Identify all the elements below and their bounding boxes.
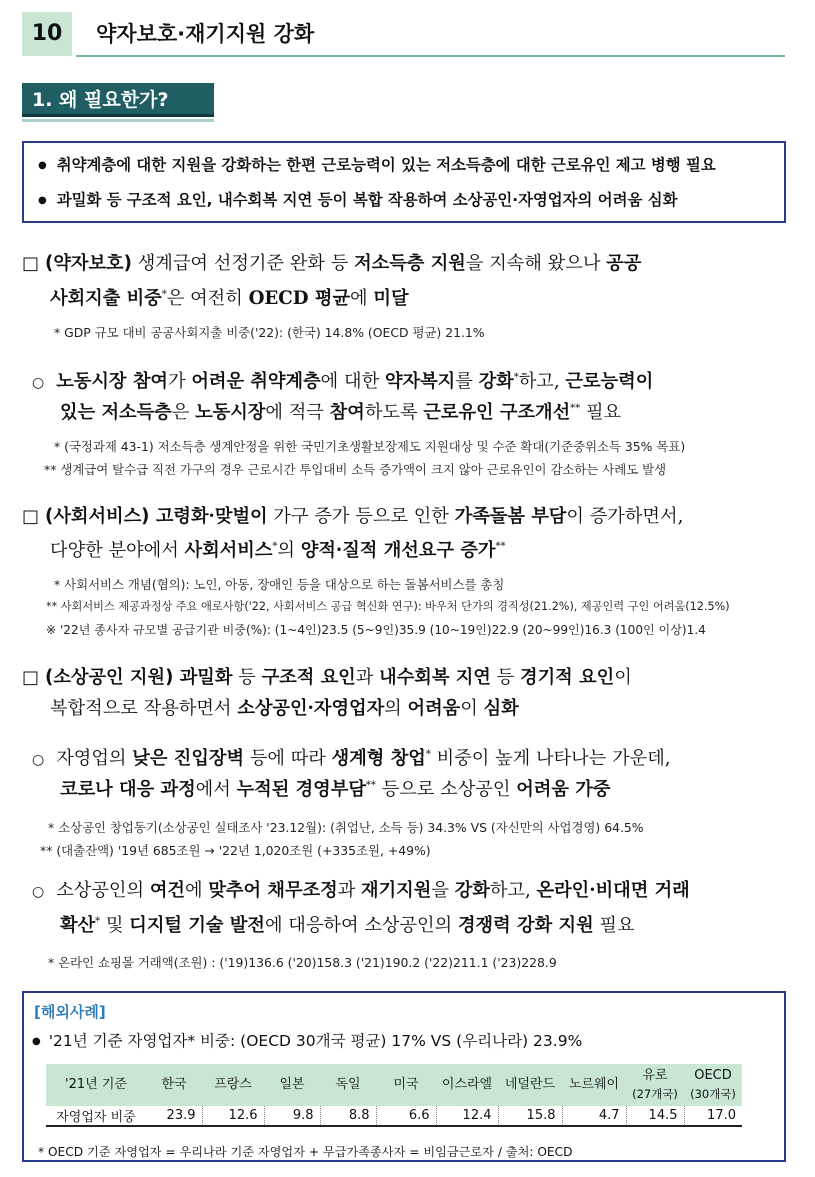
p1s-note2: ** 생계급여 탈수급 직전 가구의 경우 근로시간 투입대비 소득 증가액이 크지 않아 근로유인이 감소하는 사례도 발생 — [44, 462, 667, 477]
text-bold: 저소득층 지원 — [354, 253, 466, 274]
table-header-eu — [626, 1064, 684, 1106]
text-bold: 내수회복 지연 — [379, 667, 491, 688]
p3s1-line2 — [60, 774, 610, 802]
p1-tag: (약자보호) — [45, 253, 132, 274]
text-bold: 근로능력이 — [565, 371, 654, 393]
p3s1-note2: ** (대출잔액) '19년 685조원 → '22년 1,020조원 (+335조원, +49%) — [40, 843, 431, 858]
text: 자영업의 — [56, 748, 133, 770]
summary-box — [22, 141, 786, 223]
footnote-mark: ** — [365, 780, 376, 791]
overseas-note: * OECD 기준 자영업자 = 우리나라 기준 자영업자 + 무급가족종사자 = 비임금근로자 / 출처: OECD — [38, 1145, 573, 1159]
circle-bullet-icon: ○ — [32, 752, 45, 769]
text: 하도록 — [364, 402, 424, 424]
p3s1-note1: * 소상공인 창업동기(소상공인 실태조사 '23.12월): (취업난, 소득 등) 34.3% VS (자신만의 사업경영) 64.5% — [48, 820, 644, 835]
table-header-row — [46, 1064, 742, 1106]
p3s2-line1 — [32, 879, 690, 904]
text: '21년 기준 자영업자* 비중: (OECD 30개국 평균) 17% VS (우리나라) 23.9% — [48, 1032, 583, 1050]
text: 복합적으로 작용하면서 — [50, 698, 238, 719]
text-bold: 고령화·맞벌이 — [149, 506, 268, 527]
header-divider — [76, 55, 785, 57]
text-bold: 강화 — [454, 880, 490, 901]
table-row — [46, 1106, 742, 1126]
footnote-mark: * — [95, 916, 101, 927]
text: 이 — [614, 667, 632, 688]
text-bold: 있는 저소득층 — [60, 402, 172, 424]
text: 및 — [100, 915, 130, 937]
text: 에 대한 — [320, 371, 385, 393]
text: 등 — [232, 667, 262, 688]
text-bold: 근로유인 구조개선 — [423, 402, 571, 424]
table-cell: 14.5 — [626, 1106, 684, 1126]
text-bold: 확산 — [60, 915, 96, 937]
text: 등에 따라 — [244, 748, 332, 770]
text-bold: 강화 — [478, 371, 514, 393]
table-header: 노르웨이 — [562, 1064, 626, 1106]
p3s2-note: * 온라인 쇼핑몰 거래액(조원) : ('19)136.6 ('20)158.3 ('21)190.2 ('22)211.1 ('23)228.9 — [48, 955, 557, 970]
text-bold: 양적·질적 개선요구 증가 — [300, 540, 496, 562]
text: 의 — [277, 540, 301, 562]
text: 을 — [431, 880, 455, 901]
table-cell: 23.9 — [146, 1106, 202, 1126]
text-bold: 코로나 대응 과정 — [60, 779, 196, 801]
text-bold: OECD 평균 — [248, 288, 351, 310]
text-bold: 경기적 요인 — [520, 667, 615, 688]
text: 에 대응하여 소상공인의 — [264, 915, 458, 937]
p1s-note1: * (국정과제 43-1) 저소득층 생계안정을 위한 국민기초생활보장제도 지원대상 및 수준 확대(기준중위소득 35% 목표) — [54, 439, 686, 454]
text-bold: 공공 — [606, 253, 642, 274]
table-cell: 12.6 — [202, 1106, 264, 1126]
footnote-mark: ** — [570, 403, 581, 414]
text-bold: 경쟁력 강화 지원 — [457, 915, 594, 937]
circle-bullet-icon: ○ — [32, 375, 45, 392]
text: 가 — [167, 371, 192, 393]
table-cell: 17.0 — [684, 1106, 742, 1126]
overseas-summary — [32, 1029, 582, 1051]
p2-line2 — [50, 535, 505, 563]
p1-note: * GDP 규모 대비 공공사회지출 비중('22): (한국) 14.8% (OECD 평균) 21.1% — [54, 325, 485, 340]
self-employed-table — [46, 1064, 742, 1127]
text: 과 — [355, 667, 380, 688]
text: 등으로 소상공인 — [375, 779, 517, 801]
text: 다양한 분야에서 — [50, 540, 185, 562]
p3-tag: (소상공인 지원) — [45, 667, 174, 688]
square-bullet-icon: □ — [22, 506, 40, 527]
text: 은 — [171, 402, 196, 424]
text: 등 — [490, 667, 521, 688]
text-bold: 미달 — [373, 288, 409, 310]
p1-line1 — [22, 252, 641, 276]
summary-item: ● 과밀화 등 구조적 요인, 내수회복 지연 등이 복합 작용하여 소상공인·자영업자의 어려움 심화 — [38, 188, 677, 210]
footnote-mark: * — [425, 749, 431, 760]
overseas-title: [해외사례] — [34, 1003, 106, 1021]
table-header: 독일 — [320, 1064, 376, 1106]
table-header: 프랑스 — [202, 1064, 264, 1106]
text: 가구 증가 등으로 인한 — [267, 506, 455, 527]
text: OECD — [694, 1067, 732, 1083]
p2-note1: * 사회서비스 개념(협의): 노인, 아동, 장애인 등을 대상으로 하는 돌봄서비스를 총칭 — [54, 577, 505, 592]
text-bold: 사회지출 비중 — [50, 288, 162, 310]
text: 에서 — [195, 779, 237, 801]
text: 하고, — [489, 880, 537, 901]
text-bold: 소상공인·자영업자 — [237, 698, 385, 719]
text-bold: 디지털 기술 발전 — [129, 915, 265, 937]
text: 에 적극 — [265, 402, 330, 424]
footnote-mark: ** — [495, 541, 506, 552]
table-header-oecd — [684, 1064, 742, 1106]
p3-line2 — [50, 697, 519, 721]
row-label: 자영업자 비중 — [46, 1106, 146, 1126]
text: 을 지속해 왔으나 — [465, 253, 607, 274]
p2-line1 — [22, 505, 683, 529]
square-bullet-icon: □ — [22, 667, 40, 688]
text: 이 — [460, 698, 484, 719]
text: 이 증가하면서, — [566, 506, 684, 527]
text-bold: 심화 — [483, 698, 519, 719]
table-cell: 15.8 — [498, 1106, 562, 1126]
circle-bullet-icon: ○ — [32, 884, 45, 900]
text: 비중이 높게 나타나는 가운데, — [430, 748, 671, 770]
text-bold: 생계형 창업 — [331, 748, 426, 770]
text: 필요 — [580, 402, 622, 424]
text: 의 — [384, 698, 408, 719]
section-label: 1. 왜 필요한가? — [22, 83, 214, 117]
footnote-mark: * — [272, 541, 278, 552]
table-cell: 4.7 — [562, 1106, 626, 1126]
text-bold: 가족돌봄 부담 — [454, 506, 567, 527]
p3s1-line1 — [32, 743, 671, 772]
chapter-number: 10 — [22, 12, 72, 56]
table-header: 일본 — [264, 1064, 320, 1106]
text: 소상공인의 — [56, 880, 150, 901]
text-bold: 맞추어 채무조정 — [208, 880, 338, 901]
text: 과 — [337, 880, 362, 901]
p1s-line1 — [32, 366, 653, 395]
table-cell: 9.8 — [264, 1106, 320, 1126]
text-bold: 온라인·비대면 거래 — [536, 880, 690, 901]
table-header: 이스라엘 — [436, 1064, 498, 1106]
p2-note2: ** 사회서비스 제공과정상 주요 애로사항('22, 사회서비스 공급 혁신화 연구): 바우처 단가의 경직성(21.2%), 제공인력 구인 어려움(12.5%) — [46, 600, 730, 613]
text-bold: 재기지원 — [361, 880, 432, 901]
table-cell: 12.4 — [436, 1106, 498, 1126]
text-bold: 노동시장 — [195, 402, 266, 424]
text: 에 — [185, 880, 209, 901]
text-bold: 어려움 — [407, 698, 461, 719]
bullet-icon: ● — [32, 1036, 41, 1047]
p1s-line2 — [60, 397, 621, 425]
table-corner: '21년 기준 — [46, 1064, 146, 1106]
text: 를 — [455, 371, 479, 393]
table-cell: 8.8 — [320, 1106, 376, 1126]
p3s2-line2 — [60, 910, 635, 938]
p3-line1 — [22, 666, 632, 690]
text-bold: 과밀화 — [173, 667, 233, 688]
text-bold: 낮은 진입장벽 — [132, 748, 245, 770]
text-bold: 어려움 가중 — [516, 779, 611, 801]
table-header: 한국 — [146, 1064, 202, 1106]
footnote-mark: * — [513, 372, 519, 383]
text-bold: 참여 — [329, 402, 365, 424]
text: 에 — [350, 288, 374, 310]
section-underline — [22, 119, 214, 122]
text-bold: 어려운 취약계층 — [191, 371, 321, 393]
square-bullet-icon: □ — [22, 253, 40, 274]
p2-note3: ※ '22년 종사자 규모별 공급기관 비중(%): (1~4인)23.5 (5~9인)35.9 (10~19인)22.9 (20~99인)16.3 (100인 이상)1.4 — [46, 623, 706, 637]
text: (30개국) — [690, 1086, 736, 1101]
summary-item: ● 취약계층에 대한 지원을 강화하는 한편 근로능력이 있는 저소득층에 대한 근로유인 제고 병행 필요 — [38, 153, 716, 175]
text-bold: 누적된 경영부담 — [236, 779, 366, 801]
footnote-mark: * — [161, 289, 167, 300]
table-header: 미국 — [376, 1064, 436, 1106]
text-bold: 여건 — [149, 880, 185, 901]
text: 유로 — [642, 1067, 668, 1083]
p1-line2 — [50, 283, 409, 311]
chapter-title: 약자보호·재기지원 강화 — [96, 22, 315, 46]
table-header: 네덜란드 — [498, 1064, 562, 1106]
text-bold: 노동시장 참여 — [56, 371, 168, 393]
text: 생계급여 선정기준 완화 등 — [131, 253, 355, 274]
table-cell: 6.6 — [376, 1106, 436, 1126]
text-bold: 구조적 요인 — [261, 667, 356, 688]
overseas-case-box — [22, 991, 786, 1162]
p2-tag: (사회서비스) — [45, 506, 150, 527]
text: (27개국) — [632, 1086, 678, 1101]
text: 은 여전히 — [166, 288, 249, 310]
text-bold: 사회서비스 — [184, 540, 273, 562]
text: 하고, — [518, 371, 566, 393]
text: 필요 — [593, 915, 635, 937]
text-bold: 약자복지 — [384, 371, 456, 393]
